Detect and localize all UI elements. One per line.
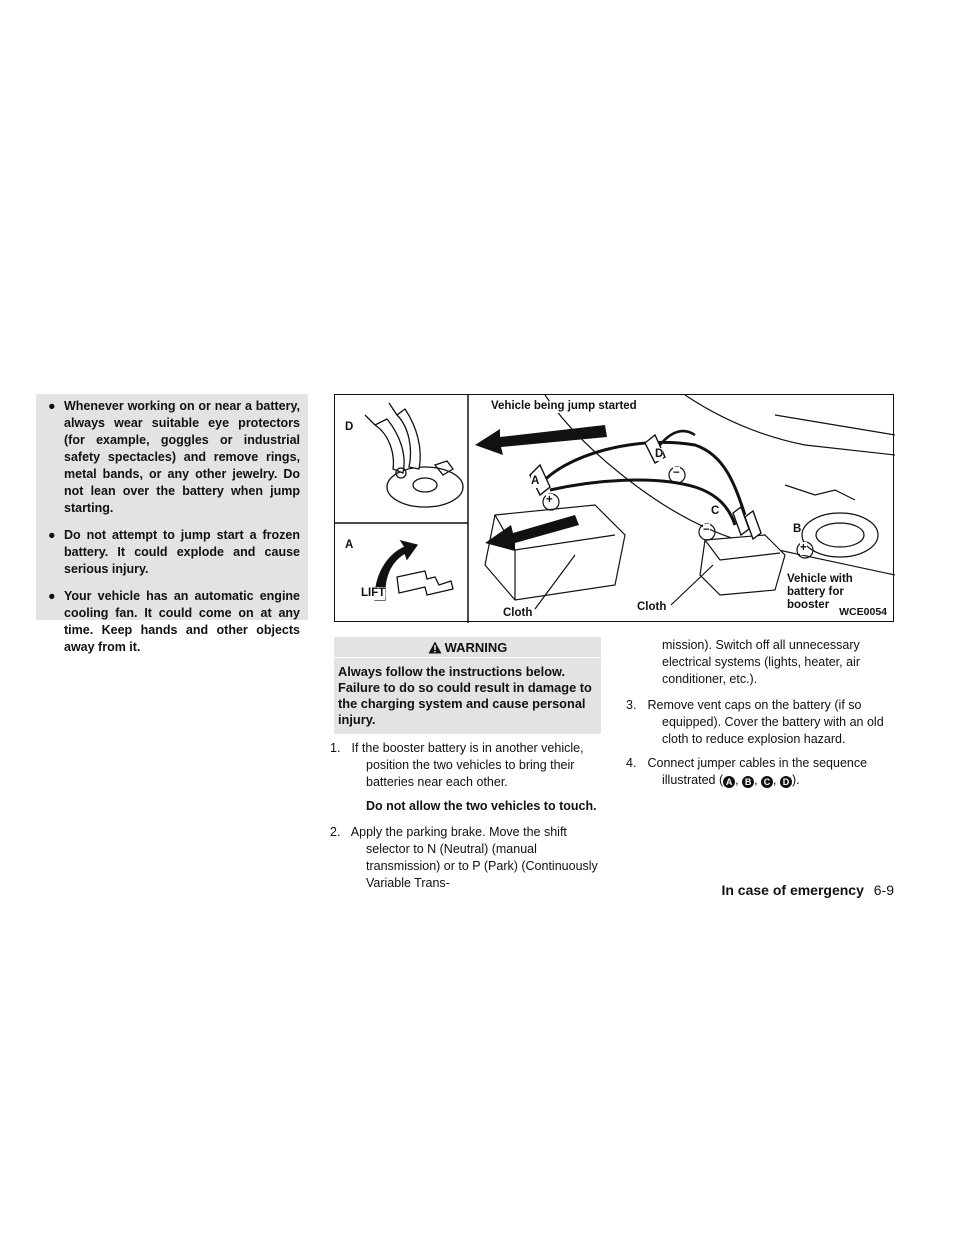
caution-item: ● Do not attempt to jump start a frozen battery. It could explode and cause serious injury. (48, 528, 300, 576)
label-cloth-left: Cloth (503, 607, 533, 619)
circled-b-icon: B (742, 776, 754, 788)
minus-symbol: − (703, 524, 710, 536)
page-footer (721, 882, 894, 898)
plus-symbol: + (546, 494, 553, 506)
inset-clamp-drawing (365, 403, 463, 507)
circled-c-icon: C (761, 776, 773, 788)
label-a-main: A (531, 475, 540, 487)
bullet-icon: ● (48, 589, 56, 603)
warning-box (334, 637, 601, 734)
step-4: 4. Connect jumper cables in the sequence illustrated ( A , B , C , D ). (626, 756, 868, 787)
plus-symbol: + (800, 542, 807, 554)
warning-title: WARNING (444, 639, 508, 655)
label-b-main: B (793, 523, 802, 535)
label-a-inset: A (345, 539, 354, 551)
vehicle-direction-arrow (475, 425, 607, 455)
label-c-main: C (711, 505, 720, 517)
jump-start-illustration (334, 394, 894, 622)
label-d-main: D (655, 448, 664, 460)
inset-lift-drawing (375, 541, 453, 600)
warning-header (334, 637, 601, 658)
circled-a-icon: A (723, 776, 735, 788)
step-2: 2. Apply the parking brake. Move the shift selector to N (Neutral) (manual transmission) or to P (Park) (Continuously Variable Trans- (330, 825, 598, 890)
steps-column-left (330, 740, 602, 899)
page-number: 6-9 (873, 882, 894, 898)
section-title: In case of emergency (721, 882, 864, 898)
figure-code: WCE0054 (836, 605, 890, 619)
warning-triangle-icon (428, 641, 442, 654)
warning-text: Always follow the instructions below. Failure to do so could result in damage to the charging system and cause personal injury. (338, 664, 592, 727)
caution-box (36, 394, 308, 654)
label-cloth-right: Cloth (637, 601, 667, 613)
bullet-icon: ● (48, 528, 56, 542)
step-1-note: Do not allow the two vehicles to touch. (366, 799, 597, 813)
label-vehicle-booster: Vehicle with battery for booster (787, 573, 867, 612)
caution-item: ● Your vehicle has an automatic engine cooling fan. It could come on at any time. Keep hands and other objects away from it. (48, 589, 300, 654)
step-1: 1. If the booster battery is in another vehicle, position the two vehicles to bring their batteries near each other. (330, 741, 584, 789)
bullet-icon: ● (48, 399, 56, 413)
circled-d-icon: D (780, 776, 792, 788)
minus-symbol: − (673, 467, 680, 479)
label-d-inset: D (345, 421, 354, 433)
caution-item: ● Whenever working on or near a battery, always wear suitable eye protectors (for example, goggles or industrial safety spectacles) and remove rings, metal bands, or any other jewelry. Do not lean over the battery when jump starting. (48, 399, 300, 515)
label-vehicle-jump-started: Vehicle being jump started (491, 400, 637, 412)
label-lift: LIFT (361, 587, 386, 599)
step-3: 3. Remove vent caps on the battery (if so equipped). Cover the battery with an old cloth to reduce explosion hazard. (626, 698, 884, 746)
steps-column-right (626, 637, 895, 796)
step-2-continued: mission). Switch off all unnecessary electrical systems (lights, heater, air conditioner, etc.). (662, 638, 860, 686)
